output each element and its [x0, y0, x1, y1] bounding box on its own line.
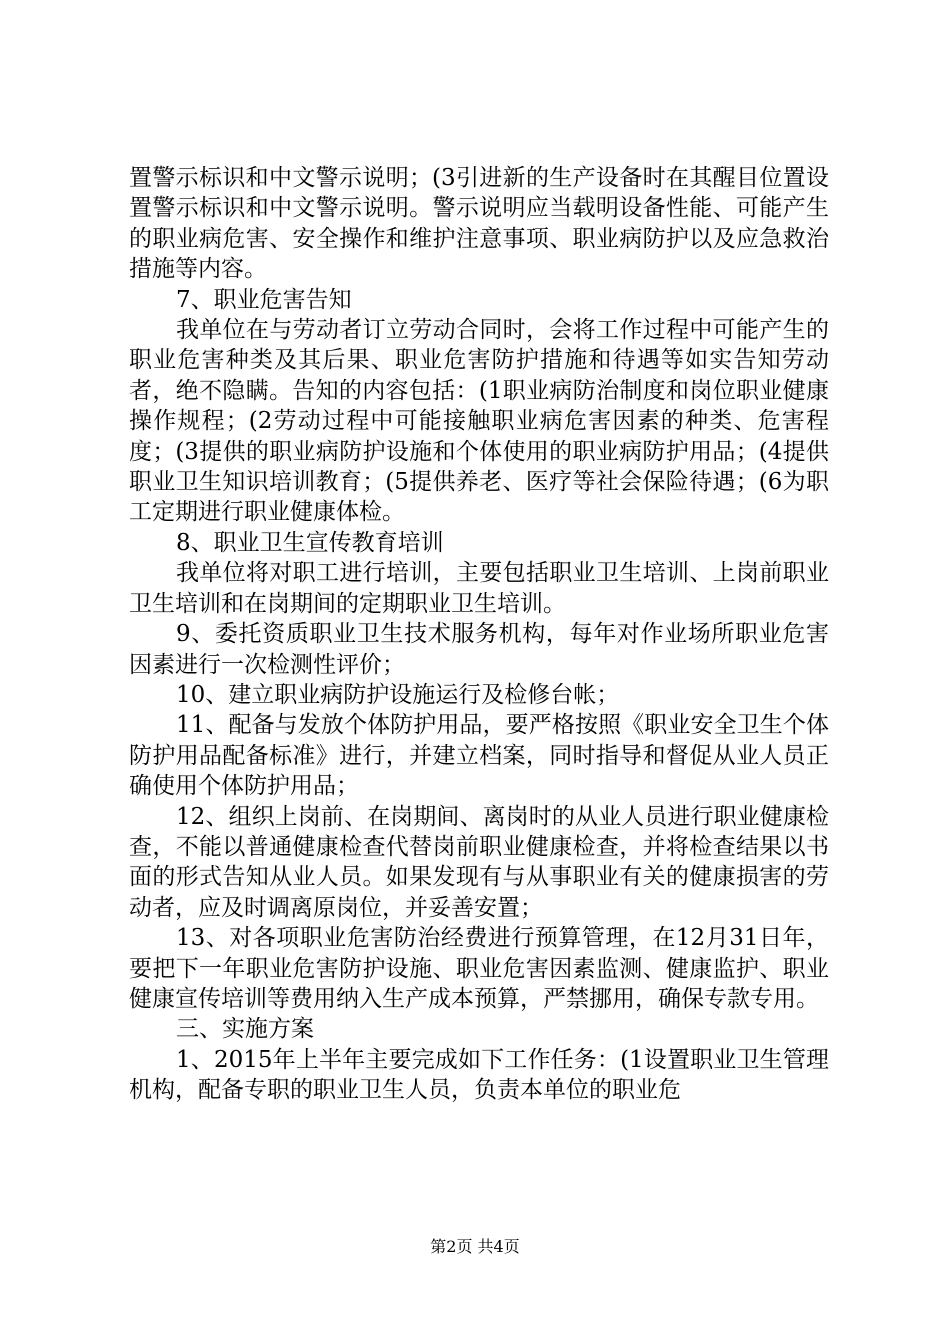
paragraph-item-10: 10、建立职业病防护设施运行及检修台帐； — [176, 681, 620, 708]
paragraph-continuation: 置警示标识和中文警示说明；(3引进新的生产设备时在其醒目位置设置警示标识和中文警示说明。警示说明应当载明设备性能、可能产生的职业病危害、安全操作和维护注意事项、职业病防护以及应急救治措施等内容。 — [129, 165, 829, 283]
paragraph-item-12: 12、组织上岗前、在岗期间、离岗时的从业人员进行职业健康检查，不能以普通健康检查代替岗前职业健康检查，并将检查结果以书面的形式告知从业人员。如果发现有与从事职业有关的健康损害的劳动者，应及时调离原岗位，并妥善安置； — [129, 803, 829, 921]
section-heading-7: 7、职业危害告知 — [176, 286, 352, 313]
paragraph-item-13: 13、对各项职业危害防治经费进行预算管理，在12月31日年，要把下一年职业危害防护设施、职业危害因素监测、健康监护、职业健康宣传培训等费用纳入生产成本预算，严禁挪用，确保专款专用。 — [129, 925, 829, 1012]
paragraph-implementation-1: 1、2015年上半年主要完成如下工作任务：(1设置职业卫生管理机构，配备专职的职业卫生人员，负责本单位的职业危 — [129, 1046, 829, 1104]
section-heading-8: 8、职业卫生宣传教育培训 — [176, 529, 444, 556]
section-heading-implementation: 三、实施方案 — [176, 1016, 314, 1043]
document-body — [129, 163, 829, 1106]
paragraph-hazard-notice: 我单位在与劳动者订立劳动合同时，会将工作过程中可能产生的职业危害种类及其后果、职业危害防护措施和待遇等如实告知劳动者，绝不隐瞒。告知的内容包括：(1职业病防治制度和岗位职业健康操作规程；(2劳动过程中可能接触职业病危害因素的种类、危害程度；(3提供的职业病防护设施和个体使用的职业病防护用品；(4提供职业卫生知识培训教育；(5提供养老、医疗等社会保险待遇；(6为职工定期进行职业健康体检。 — [129, 317, 829, 526]
paragraph-training: 我单位将对职工进行培训，主要包括职业卫生培训、上岗前职业卫生培训和在岗期间的定期职业卫生培训。 — [129, 560, 829, 617]
page-footer: 第2页 共4页 — [430, 1237, 520, 1256]
paragraph-item-9: 9、委托资质职业卫生技术服务机构，每年对作业场所职业危害因素进行一次检测性评价； — [129, 621, 829, 678]
paragraph-item-11: 11、配备与发放个体防护用品，要严格按照《职业安全卫生个体防护用品配备标准》进行，并建立档案，同时指导和督促从业人员正确使用个体防护用品； — [129, 712, 829, 800]
